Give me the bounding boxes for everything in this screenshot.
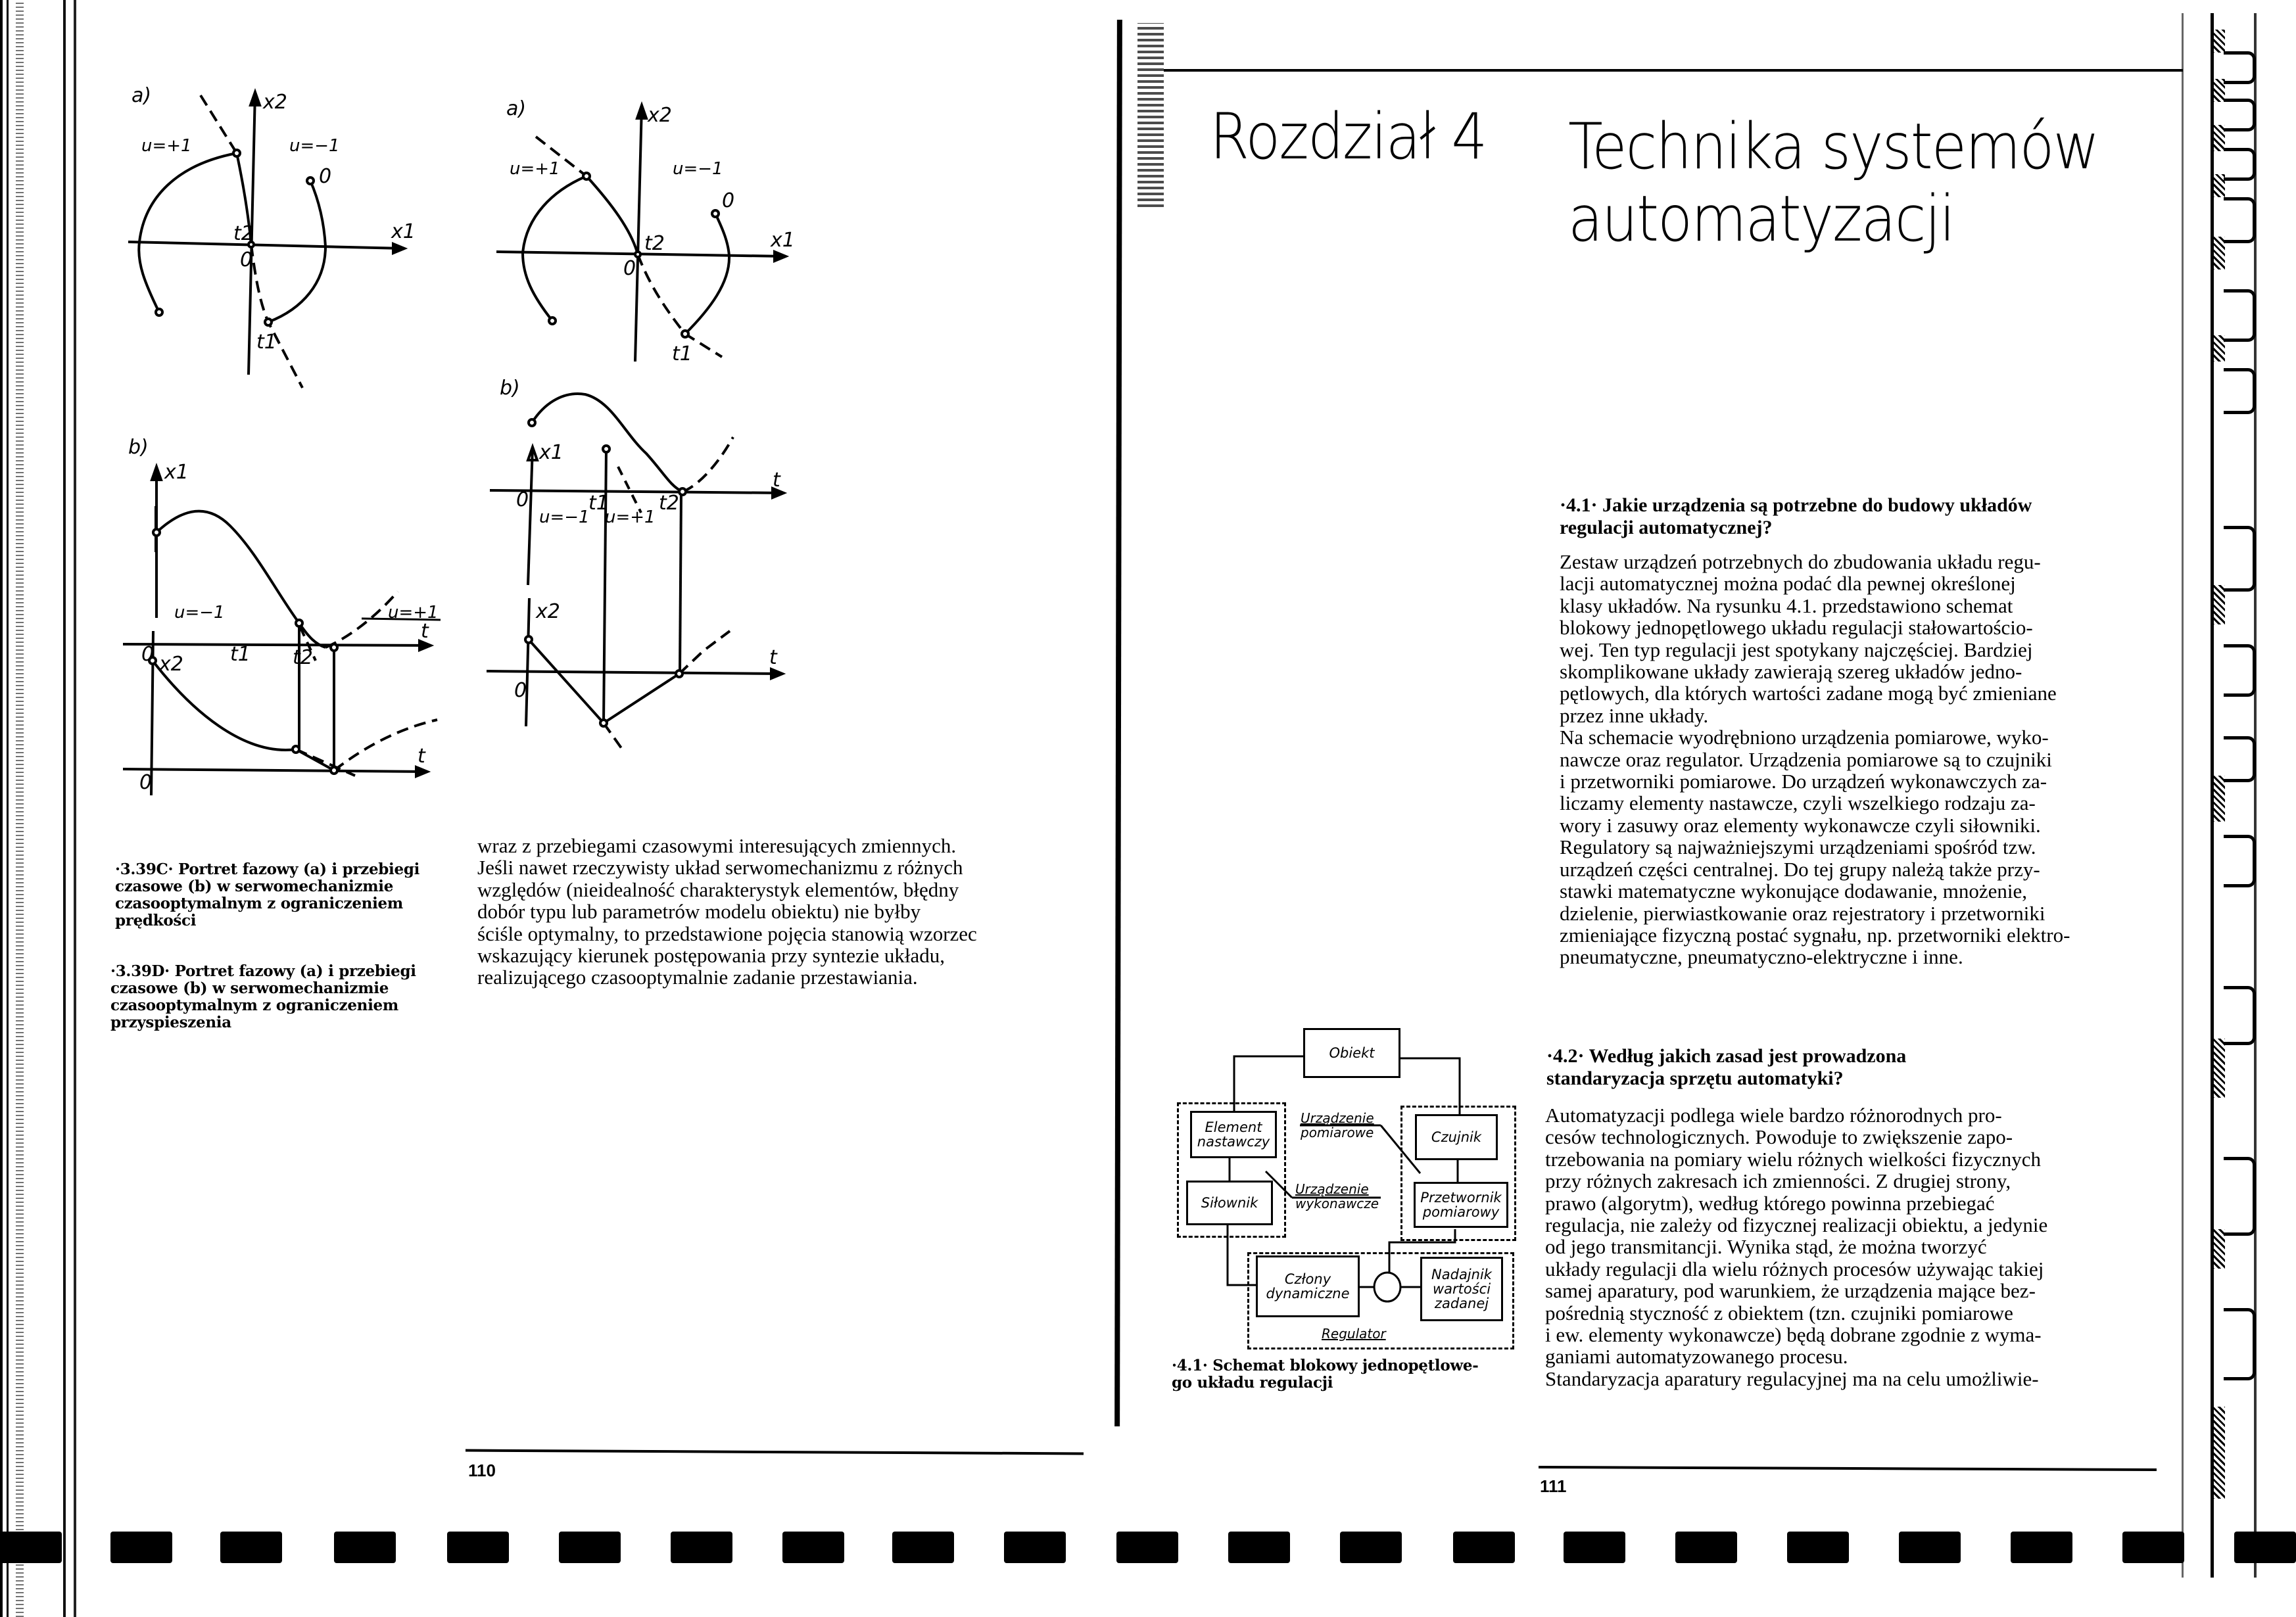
section-body-4-1: Zestaw urządzeń potrzebnych do zbudowania układu regu- lacji automatycznej można podać dla pewnej określonej klasy układów. Na rysunku 4.1. przedstawiono schemat blokowy jednopętlowego układu regulacji stałowartościo- wej. Ten typ regulacji jest spotykany najczęściej. Bardziej skomplikowane układy zawierają szereg układów jedno- pętlowych, dla których wartości zadane mogą być zmieniane przez inne układy. Na schemacie wyodrębniono urządzenia pomiarowe, wyko- nawcze oraz regulator. Urządzenia pomiarowe są to czujniki i przetworniki pomiarowe. Do urządzeń wykonawczych za- liczamy elementy nastawcze, czyli wszelkiego rodzaju za- wory i zasuwy oraz elementy wykonawcze czyli siłowniki. Regulatory są najważniejszymi urządzeniami spośród tzw. urządzeń części centralnej. Do tej grupy należą także przy- stawki matematyczne wykonujące dodawanie, mnożenie, dzielenie, pierwiastkowanie oraz rejestratory i przetworniki zmieniające fizyczną postać sygnału, np. przetworniki elektro- pneumatyczne, pneumatyczno-elektryczne i inne. (1560, 550, 2070, 969)
panel-a-label: a) (132, 84, 152, 107)
section-body-4-2: Automatyzacji podlega wiele bardzo różnorodnych pro- cesów technologicznych. Powoduje to zwiększenie zapo- trzebowania na pomiary wielu różnych wielkości fizycznych przy różnych zakresach ich zmienności. Z drugiej strony, prawo (algorytm), według którego powinna przebiegać regulacja, nie zależy od fizycznej realizacji obiektu, a jedynie od jego transmitancji. Wynika stąd, że można tworzyć układy regulacji dla wielu różnych procesów używając takiej samej aparatury, pod warunkiem, że urządzenia mające bez- pośrednią styczność z obiektem (tzn. czujniki pomiarowe i ew. elementy wykonawcze) będą dobrane zgodnie z wyma- ganiami automatyzowanego procesu. Standaryzacja aparatury regulacyjnej ma na celu umożliwie- (1545, 1104, 2048, 1390)
figure-caption-3-39c: ·3.39C· Portret fazowy (a) i przebiegi czasowe (b) w serwomechanizmie czasooptymalnym z ograniczeniem prędkości (115, 860, 420, 929)
label-urzadzenie-pomiarowe: Urządzenie pomiarowe (1301, 1110, 1374, 1140)
svg-text:u=+1: u=+1 (141, 136, 192, 156)
svg-text:t1: t1 (230, 643, 251, 666)
chapter-label: Rozdział 4 (1210, 100, 1487, 174)
footer-rule (466, 1449, 1084, 1455)
section-heading-4-2: ·4.2· Według jakich zasad jest prowadzona standaryzacja sprzętu automatyki? (1546, 1045, 1907, 1089)
svg-text:t2: t2 (644, 232, 665, 255)
svg-text:t1: t1 (256, 331, 277, 354)
page-number: 110 (468, 1461, 496, 1480)
block-czujnik: Czujnik (1415, 1114, 1498, 1160)
label-regulator: Regulator (1322, 1326, 1386, 1342)
svg-text:t2: t2 (659, 492, 679, 515)
svg-text:x2: x2 (159, 653, 183, 676)
svg-text:0: 0 (240, 248, 253, 271)
svg-text:t: t (418, 745, 425, 768)
panel-b-label: b) (128, 436, 149, 459)
svg-text:u=−1: u=−1 (289, 136, 340, 156)
page-number: 111 (1540, 1476, 1567, 1496)
svg-text:t1: t1 (672, 342, 692, 365)
block-element-nastawczy: Element nastawczy (1190, 1111, 1277, 1158)
footer-rule (1539, 1466, 2157, 1471)
figure-3-39d (487, 66, 881, 822)
svg-text:x1: x1 (164, 461, 189, 484)
scan-left-edge (0, 0, 99, 1617)
right-page-top-edge (1164, 69, 2183, 72)
svg-text:x1: x1 (539, 441, 563, 464)
chapter-title: Technika systemów automatyzacji (1568, 110, 2099, 256)
svg-text:x2: x2 (536, 600, 560, 623)
left-body-text: wraz z przebiegami czasowymi interesujących zmiennych. Jeśli nawet rzeczywisty układ serwomechanizmu z różnych względów (nieidealność charakterystyk elementów, błędny dobór typu lub parametrów modelu obiektu) nie byłby ściśle optymalny, to przedstawione pojęcia stanowią wzorzec wskazujący kierunek postępowania przy syntezie układu, realizującego czasooptymalnie zadanie przestawiania. (477, 834, 977, 989)
svg-text:x2: x2 (263, 91, 287, 114)
svg-text:u=−1: u=−1 (673, 159, 723, 179)
svg-text:b): b) (500, 377, 520, 400)
svg-text:0: 0 (514, 679, 527, 702)
svg-text:t: t (773, 469, 780, 492)
svg-text:u=−1: u=−1 (174, 603, 225, 622)
spine-shadow (1137, 23, 1164, 207)
block-przetwornik-pomiarowy: Przetwornik pomiarowy (1414, 1182, 1508, 1228)
figure-caption-3-39d: ·3.39D· Portret fazowy (a) i przebiegi czasowe (b) w serwomechanizmie czasooptymalnym z ograniczeniem przyspieszenia (110, 962, 416, 1031)
svg-text:0: 0 (623, 257, 636, 280)
svg-text:x1: x1 (771, 229, 795, 252)
svg-text:0: 0 (516, 488, 529, 511)
block-diagram-4-1 (1131, 1012, 1539, 1433)
label-urzadzenie-wykonawcze: Urządzenie wykonawcze (1295, 1181, 1379, 1211)
block-obiekt: Obiekt (1303, 1028, 1400, 1078)
book-spine (1114, 20, 1122, 1426)
svg-text:t1: t1 (588, 492, 609, 515)
svg-text:x1: x1 (391, 220, 416, 243)
section-heading-4-1: ·4.1· Jakie urządzenia są potrzebne do budowy układów regulacji automatycznej? (1560, 494, 2032, 538)
block-nadajnik-wartosci-zadanej: Nadajnik wartości zadanej (1420, 1257, 1503, 1321)
figure-3-39c (99, 66, 493, 855)
svg-text:0: 0 (722, 189, 735, 212)
svg-text:a): a) (506, 97, 527, 120)
svg-text:u=−1: u=−1 (539, 507, 590, 527)
svg-text:u=+1: u=+1 (388, 603, 439, 622)
figure-caption-4-1: ·4.1· Schemat blokowy jednopętlowe- go układu regulacji (1172, 1357, 1479, 1392)
svg-text:0: 0 (141, 643, 155, 666)
block-silownik: Siłownik (1186, 1181, 1273, 1225)
svg-text:0: 0 (139, 771, 153, 794)
svg-text:t2: t2 (293, 646, 313, 669)
scan-sprocket-strip (0, 1532, 2296, 1571)
svg-text:u=+1: u=+1 (605, 507, 656, 527)
svg-text:x2: x2 (648, 104, 672, 127)
block-czlony-dynamiczne: Człony dynamiczne (1256, 1255, 1360, 1317)
scan-right-edge-tabs (2182, 0, 2296, 1617)
svg-text:t: t (769, 646, 777, 669)
svg-text:u=+1: u=+1 (510, 159, 560, 179)
svg-text:t: t (421, 620, 429, 643)
svg-text:t2: t2 (233, 222, 254, 245)
svg-text:0: 0 (319, 165, 332, 188)
